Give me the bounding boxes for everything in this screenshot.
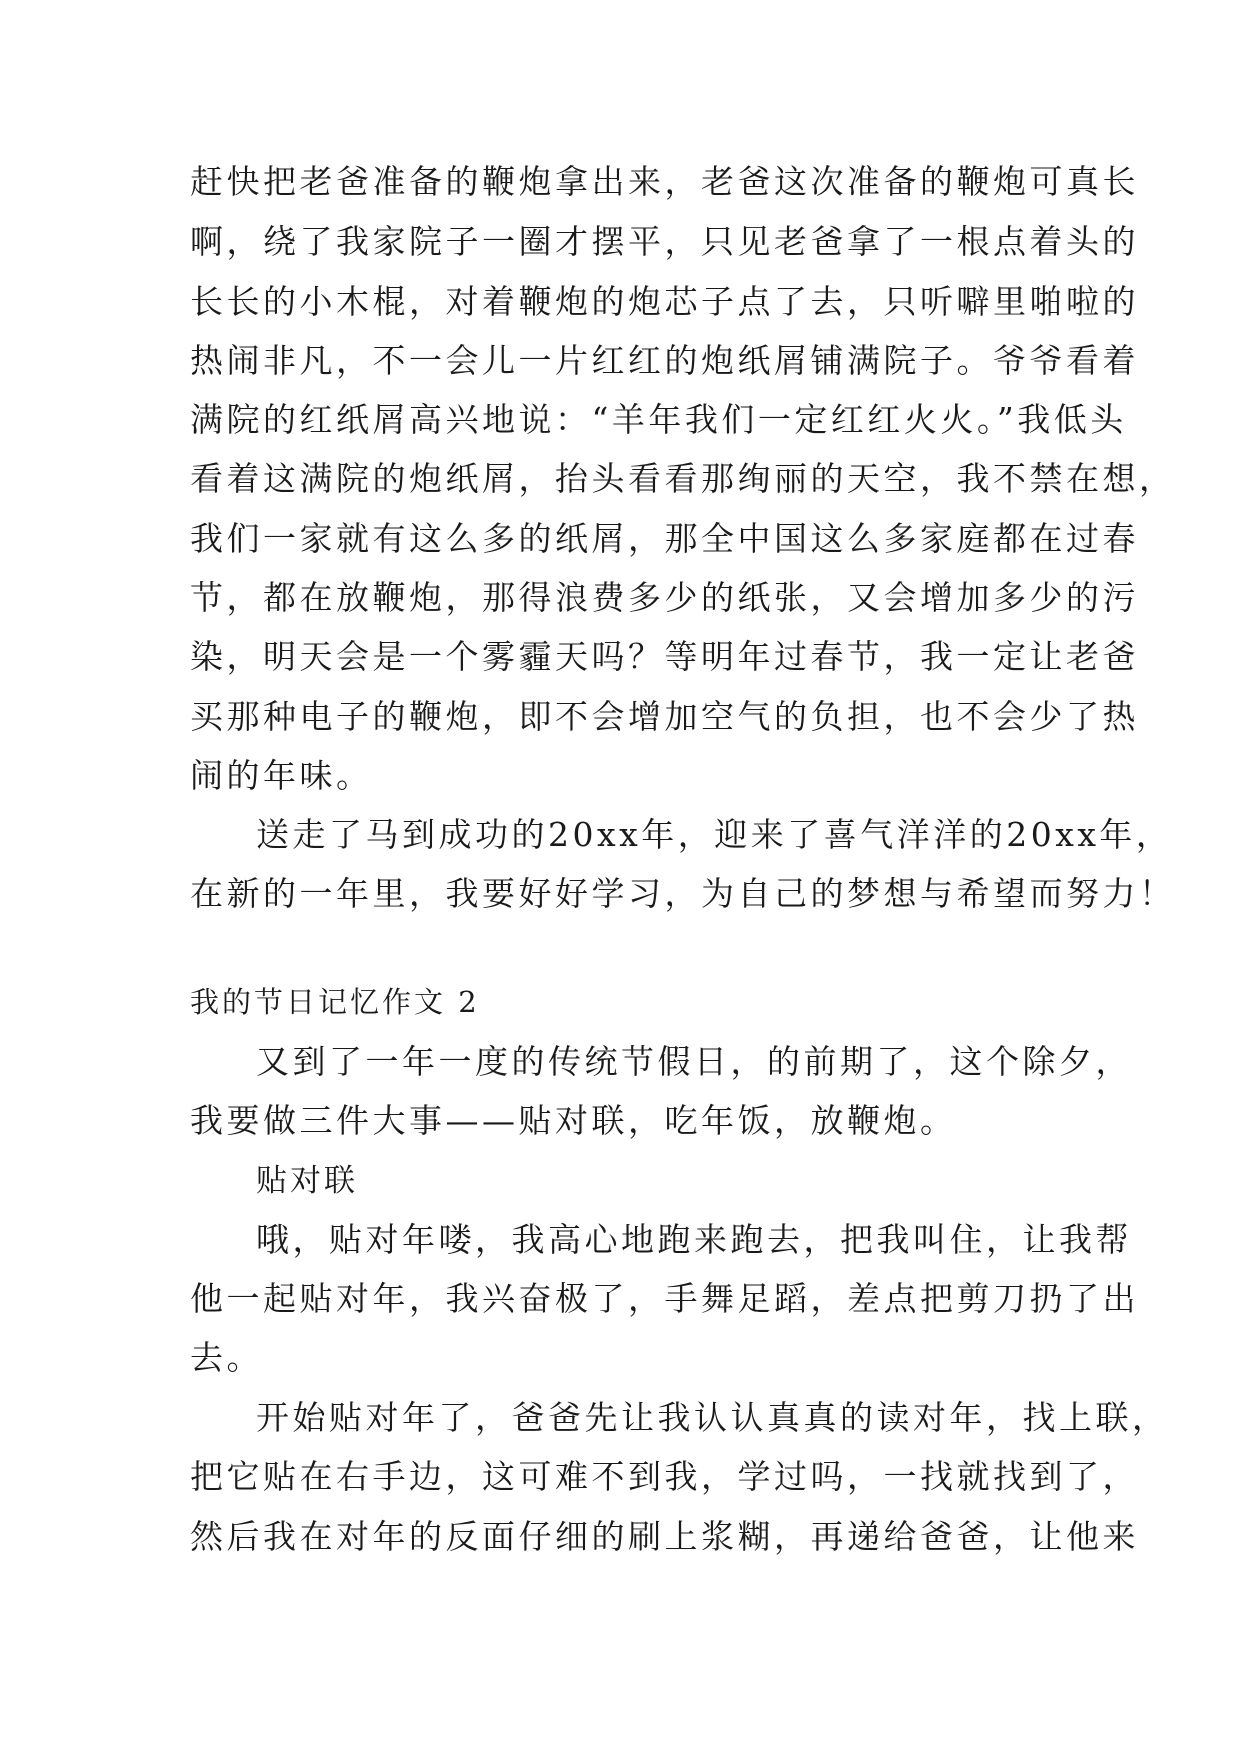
text-line: 长长的小木棍，对着鞭炮的炮芯子点了去，只听噼里啪啦的	[190, 282, 1139, 321]
text-line: 节，都在放鞭炮，那得浪费多少的纸张，又会增加多少的污	[190, 578, 1139, 617]
text-line: 我们一家就有这么多的纸屑，那全中国这么多家庭都在过春	[190, 519, 1139, 558]
text-line: 买那种电子的鞭炮，即不会增加空气的负担，也不会少了热	[190, 697, 1139, 736]
text-line: 又到了一年一度的传统节假日，的前期了，这个除夕，	[256, 1042, 1132, 1081]
text-line: 在新的一年里，我要好好学习，为自己的梦想与希望而努力！	[190, 874, 1176, 913]
text-line: 赶快把老爸准备的鞭炮拿出来，老爸这次准备的鞭炮可真长	[190, 162, 1139, 201]
text-line: 我要做三件大事——贴对联，吃年饭，放鞭炮。	[190, 1101, 957, 1140]
text-line: 闹的年味。	[190, 756, 373, 795]
text-line: 看着这满院的炮纸屑，抬头看看那绚丽的天空，我不禁在想，	[190, 459, 1176, 498]
text-line: 啊，绕了我家院子一圈才摆平，只见老爸拿了一根点着头的	[190, 222, 1139, 261]
text-line: 哦，贴对年喽，我高心地跑来跑去，把我叫住，让我帮	[256, 1220, 1132, 1259]
text-line: 热闹非凡，不一会儿一片红红的炮纸屑铺满院子。爷爷看着	[190, 341, 1139, 380]
text-line: 他一起贴对年，我兴奋极了，手舞足蹈，差点把剪刀扔了出	[190, 1279, 1139, 1318]
text-line: 把它贴在右手边，这可难不到我，学过吗，一找就找到了，	[190, 1457, 1139, 1496]
subheading: 贴对联	[256, 1163, 358, 1199]
text-line: 满院的红纸屑高兴地说：“羊年我们一定红红火火。”我低头	[190, 400, 1127, 439]
section-title: 我的节日记忆作文 2	[190, 985, 480, 1019]
text-line: 送走了马到成功的20xx年，迎来了喜气洋洋的20xx年，	[256, 815, 1173, 854]
text-line: 去。	[190, 1338, 263, 1377]
text-line: 染，明天会是一个雾霾天吗？等明年过春节，我一定让老爸	[190, 637, 1139, 676]
text-line: 开始贴对年了，爸爸先让我认认真真的读对年，找上联，	[256, 1398, 1169, 1437]
text-line: 然后我在对年的反面仔细的刷上浆糊，再递给爸爸，让他来	[190, 1517, 1139, 1556]
